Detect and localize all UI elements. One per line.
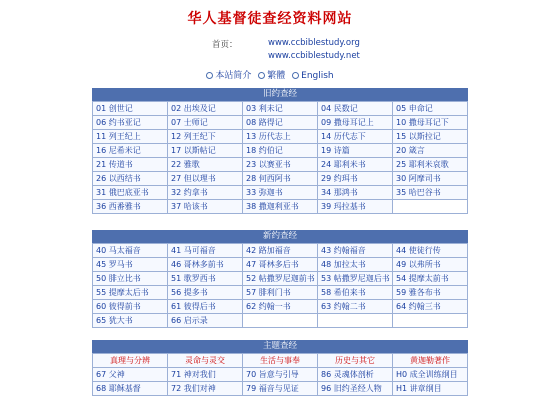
- circle-bullet-icon: [206, 72, 213, 79]
- book-link[interactable]: 64 约翰三书: [393, 300, 468, 314]
- link-english[interactable]: English: [292, 71, 334, 81]
- grid-row: [93, 144, 468, 158]
- grid-row: [93, 186, 468, 200]
- book-link[interactable]: 66 启示录: [168, 314, 243, 328]
- book-link[interactable]: 05 申命记: [393, 102, 468, 116]
- book-link[interactable]: 29 约珥书: [318, 172, 393, 186]
- book-link[interactable]: 26 以西结书: [93, 172, 168, 186]
- link-traditional[interactable]: 繁體: [258, 71, 285, 81]
- grid-row: [93, 116, 468, 130]
- book-link[interactable]: 86 灵魂体剖析: [318, 368, 393, 382]
- book-link[interactable]: 44 使徒行传: [393, 244, 468, 258]
- grid-row: [93, 314, 468, 328]
- book-link[interactable]: 62 约翰一书: [243, 300, 318, 314]
- book-link[interactable]: 71 神对我们: [168, 368, 243, 382]
- book-link[interactable]: 31 俄巴底亚书: [93, 186, 168, 200]
- quick-links: [0, 68, 540, 81]
- book-link[interactable]: 19 诗篇: [318, 144, 393, 158]
- book-link[interactable]: 20 箴言: [393, 144, 468, 158]
- book-link[interactable]: 52 帖撒罗尼迦前书: [243, 272, 318, 286]
- book-link[interactable]: 16 尼希米记: [93, 144, 168, 158]
- grid-row: [93, 382, 468, 396]
- grid-row: [93, 272, 468, 286]
- book-link[interactable]: 60 彼得前书: [93, 300, 168, 314]
- book-link[interactable]: 04 民数记: [318, 102, 393, 116]
- book-link[interactable]: 43 约翰福音: [318, 244, 393, 258]
- book-link[interactable]: 39 玛拉基书: [318, 200, 393, 214]
- new-testament-grid: [92, 243, 468, 328]
- book-link[interactable]: 37 哈该书: [168, 200, 243, 214]
- book-link[interactable]: 59 雅各布书: [393, 286, 468, 300]
- grid-row: [93, 200, 468, 214]
- new-testament-header: 新约查经: [92, 230, 468, 243]
- book-link[interactable]: 25 耶利米哀歌: [393, 158, 468, 172]
- book-link[interactable]: 61 彼得后书: [168, 300, 243, 314]
- topic-column-header: 灵命与灵交: [168, 354, 243, 368]
- book-link[interactable]: 65 犹大书: [93, 314, 168, 328]
- book-link[interactable]: 34 那鸿书: [318, 186, 393, 200]
- book-link[interactable]: 17 以斯帖记: [168, 144, 243, 158]
- book-link[interactable]: 21 传道书: [93, 158, 168, 172]
- book-link[interactable]: 72 我们对神: [168, 382, 243, 396]
- book-link[interactable]: 11 列王纪上: [93, 130, 168, 144]
- topic-column-header: 黄迦勒著作: [393, 354, 468, 368]
- topics-header: 主题查经: [92, 340, 468, 353]
- book-link[interactable]: 14 历代志下: [318, 130, 393, 144]
- home-url-org[interactable]: www.ccbiblestudy.org: [268, 38, 360, 48]
- book-link[interactable]: 79 福音与见证: [243, 382, 318, 396]
- book-link[interactable]: 57 腓利门书: [243, 286, 318, 300]
- book-link[interactable]: 08 路得记: [243, 116, 318, 130]
- book-link[interactable]: 24 耶利米书: [318, 158, 393, 172]
- book-link[interactable]: 41 马可福音: [168, 244, 243, 258]
- book-link[interactable]: 28 何西阿书: [243, 172, 318, 186]
- book-link[interactable]: 06 约书亚记: [93, 116, 168, 130]
- circle-bullet-icon: [258, 72, 265, 79]
- book-link[interactable]: 40 马太福音: [93, 244, 168, 258]
- old-testament-grid: [92, 101, 468, 214]
- book-link[interactable]: 45 罗马书: [93, 258, 168, 272]
- grid-row: [93, 172, 468, 186]
- book-link[interactable]: H1 讲章纲目: [393, 382, 468, 396]
- link-about[interactable]: 本站简介: [206, 71, 251, 81]
- book-link[interactable]: 22 雅歌: [168, 158, 243, 172]
- book-link[interactable]: 36 西番雅书: [93, 200, 168, 214]
- book-link[interactable]: 63 约翰二书: [318, 300, 393, 314]
- book-link[interactable]: 18 约伯记: [243, 144, 318, 158]
- grid-row: [93, 130, 468, 144]
- grid-row: [93, 158, 468, 172]
- book-link[interactable]: 53 帖撒罗尼迦后书: [318, 272, 393, 286]
- topics-grid: [92, 353, 468, 396]
- book-link[interactable]: 51 歌罗西书: [168, 272, 243, 286]
- book-link[interactable]: 23 以赛亚书: [243, 158, 318, 172]
- book-link[interactable]: 68 耶稣基督: [93, 382, 168, 396]
- book-link[interactable]: 56 提多书: [168, 286, 243, 300]
- new-testament-panel: [92, 230, 468, 328]
- book-link[interactable]: H0 成全训练纲目: [393, 368, 468, 382]
- book-link[interactable]: 96 旧约圣经人物: [318, 382, 393, 396]
- book-link[interactable]: 33 弥迦书: [243, 186, 318, 200]
- grid-row: [93, 286, 468, 300]
- book-link[interactable]: 58 希伯来书: [318, 286, 393, 300]
- old-testament-panel: [92, 88, 468, 214]
- book-link[interactable]: 09 撒母耳记上: [318, 116, 393, 130]
- book-link[interactable]: 67 父神: [93, 368, 168, 382]
- book-link[interactable]: 30 阿摩司书: [393, 172, 468, 186]
- topics-panel: [92, 340, 468, 396]
- book-link[interactable]: 02 出埃及记: [168, 102, 243, 116]
- book-link[interactable]: 42 路加福音: [243, 244, 318, 258]
- book-link[interactable]: 38 撒迦利亚书: [243, 200, 318, 214]
- empty-cell: [393, 314, 468, 328]
- topic-column-header: 真理与分辨: [93, 354, 168, 368]
- home-label: 首页：: [212, 40, 238, 50]
- book-link[interactable]: 10 撒母耳记下: [393, 116, 468, 130]
- grid-row: [93, 300, 468, 314]
- old-testament-header: 旧约查经: [92, 88, 468, 101]
- empty-cell: [243, 314, 318, 328]
- book-link[interactable]: 46 哥林多前书: [168, 258, 243, 272]
- book-link[interactable]: 54 提摩太前书: [393, 272, 468, 286]
- book-link[interactable]: 32 约拿书: [168, 186, 243, 200]
- grid-row: [93, 244, 468, 258]
- book-link[interactable]: 27 但以理书: [168, 172, 243, 186]
- grid-row: [93, 258, 468, 272]
- site-title: 华人基督徒查经资料网站: [187, 11, 353, 27]
- topic-header-row: [93, 354, 468, 368]
- circle-bullet-icon: [292, 72, 299, 79]
- empty-cell: [393, 200, 468, 214]
- book-link[interactable]: 55 提摩太后书: [93, 286, 168, 300]
- book-link[interactable]: 49 以弗所书: [393, 258, 468, 272]
- book-link[interactable]: 12 列王纪下: [168, 130, 243, 144]
- book-link[interactable]: 70 旨意与引导: [243, 368, 318, 382]
- empty-cell: [318, 314, 393, 328]
- grid-row: [93, 102, 468, 116]
- topic-column-header: 历史与其它: [318, 354, 393, 368]
- book-link[interactable]: 01 创世记: [93, 102, 168, 116]
- grid-row: [93, 368, 468, 382]
- book-link[interactable]: 13 历代志上: [243, 130, 318, 144]
- book-link[interactable]: 03 利未记: [243, 102, 318, 116]
- topic-column-header: 生活与事奉: [243, 354, 318, 368]
- book-link[interactable]: 07 士师记: [168, 116, 243, 130]
- book-link[interactable]: 15 以斯拉记: [393, 130, 468, 144]
- book-link[interactable]: 48 加拉太书: [318, 258, 393, 272]
- book-link[interactable]: 47 哥林多后书: [243, 258, 318, 272]
- book-link[interactable]: 35 哈巴谷书: [393, 186, 468, 200]
- book-link[interactable]: 50 腓立比书: [93, 272, 168, 286]
- home-url-net[interactable]: www.ccbiblestudy.net: [268, 51, 360, 61]
